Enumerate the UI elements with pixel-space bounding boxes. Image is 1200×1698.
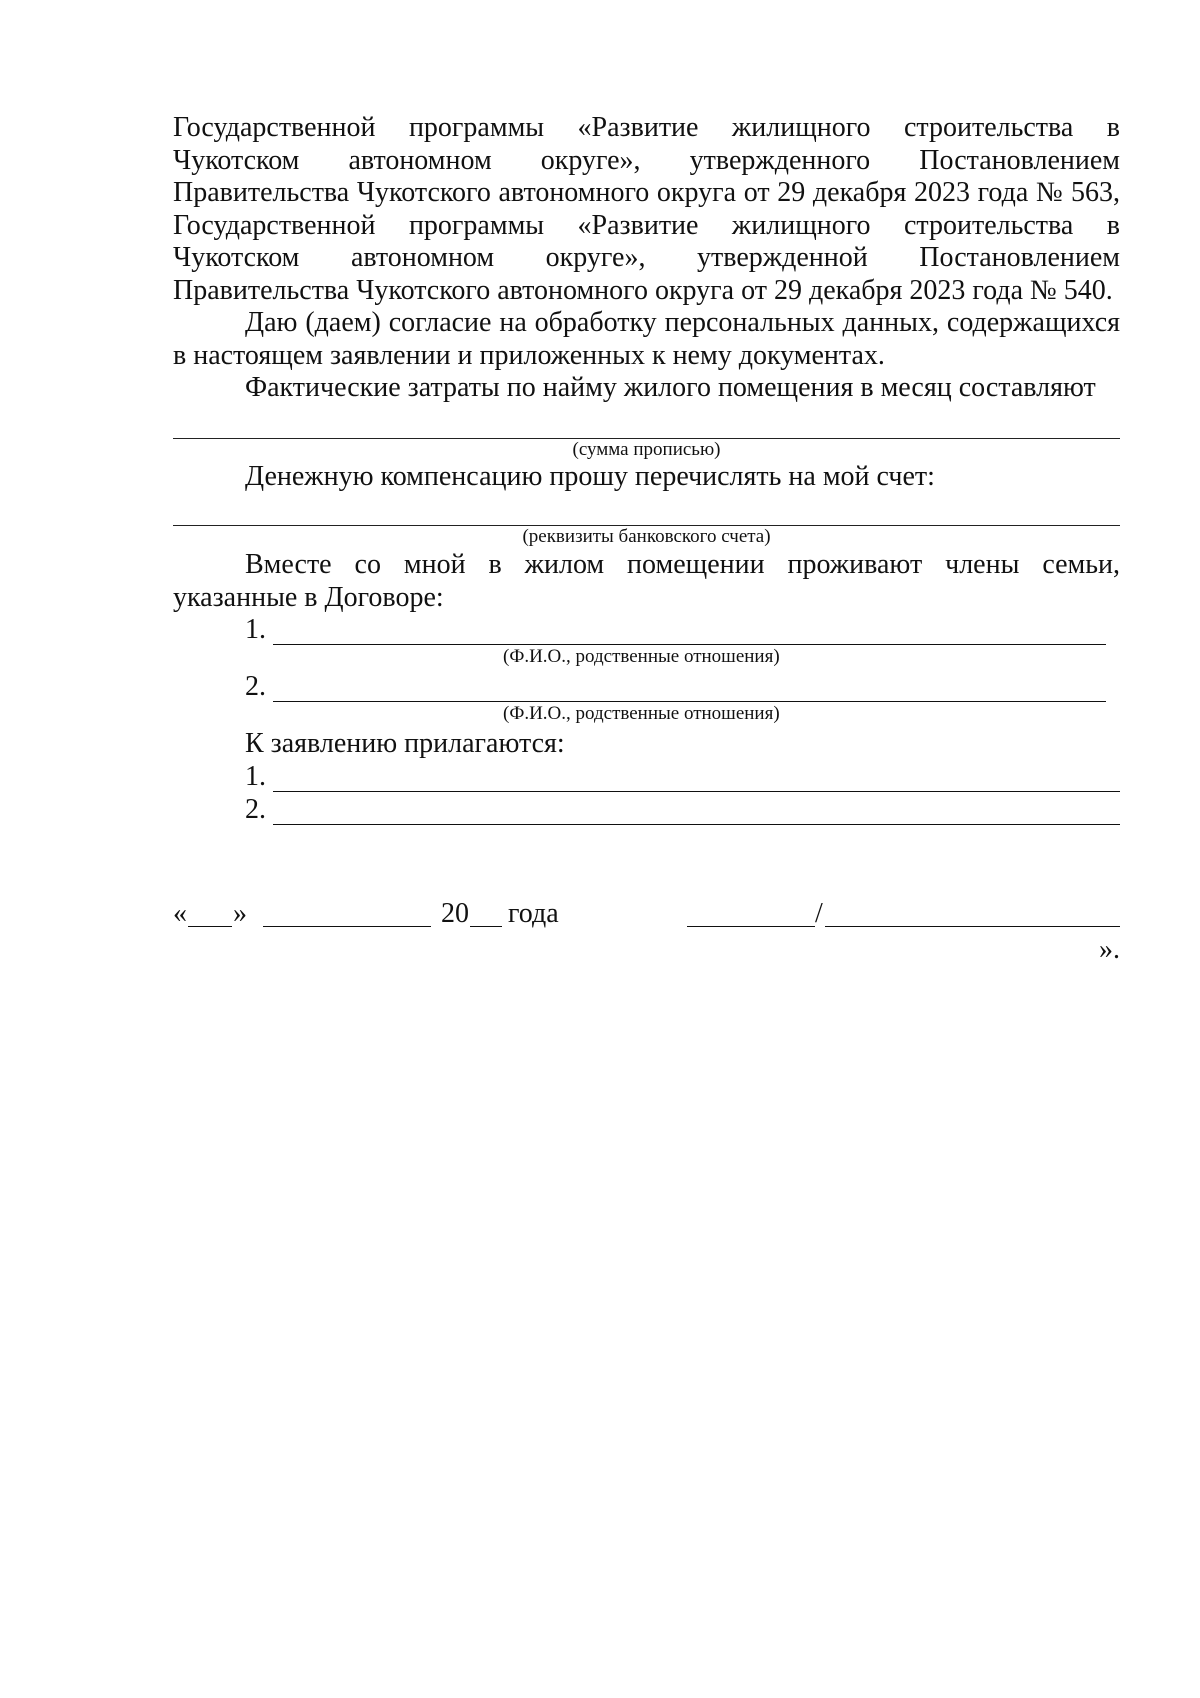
- signature-slash: /: [815, 898, 823, 929]
- year-blank[interactable]: [470, 926, 502, 927]
- date-close-quote: »: [233, 898, 247, 929]
- document-body: [173, 112, 1120, 827]
- signature-blank[interactable]: [687, 926, 815, 927]
- attachment-number: 2.: [245, 793, 266, 825]
- family-member-number: 1.: [245, 614, 266, 645]
- rent-cost-paragraph: Фактические затраты по найму жилого помещения в месяц составляют: [245, 372, 1096, 403]
- program-reference-paragraph: Государственной программы «Развитие жилищного строительства в Чукотском автономном округе», утвержденного Постановлением Правительства Чукотского автономного округа от 29 декабря 2023 года № 563, Государственной программы «Развитие жилищного строительства в Чукотском автономном округе», утвержденной Постановлением Правительства Чукотского автономного округа от 29 декабря 2023 года № 540.: [173, 112, 1120, 306]
- attachment-row: [173, 794, 1120, 827]
- signature-name-blank[interactable]: [825, 926, 1120, 927]
- attachments-heading: К заявлению прилагаются:: [245, 728, 565, 759]
- family-caption-1: (Ф.И.О., родственные отношения): [503, 646, 780, 667]
- consent-paragraph: Даю (даем) согласие на обработку персональных данных, содержащихся в настоящем заявлении и приложенных к нему документах.: [173, 307, 1120, 371]
- attachment-row: [173, 761, 1120, 794]
- family-member-2-field[interactable]: [273, 701, 1106, 702]
- family-member-1-field[interactable]: [273, 644, 1106, 645]
- day-blank[interactable]: [188, 926, 232, 927]
- attachment-2-field[interactable]: [273, 824, 1120, 825]
- attachment-number: 1.: [245, 760, 266, 792]
- date-open-quote: «: [173, 898, 187, 929]
- family-member-row: [173, 671, 1120, 704]
- year-word: года: [508, 898, 559, 929]
- bank-account-paragraph: Денежную компенсацию прошу перечислять на мой счет:: [245, 460, 935, 492]
- month-blank[interactable]: [263, 926, 431, 927]
- family-member-row: [173, 614, 1120, 647]
- amount-caption: (сумма прописью): [572, 438, 721, 460]
- year-prefix: 20: [441, 898, 469, 929]
- date-signature-row: [173, 898, 1120, 932]
- family-member-number: 2.: [245, 671, 266, 702]
- family-members-paragraph: Вместе со мной в жилом помещении проживают члены семьи, указанные в Договоре:: [173, 549, 1120, 613]
- bank-caption: (реквизиты банковского счета): [522, 526, 771, 547]
- attachment-1-field[interactable]: [273, 791, 1120, 792]
- closing-quote-mark: ».: [1099, 934, 1120, 965]
- family-caption-2: (Ф.И.О., родственные отношения): [503, 703, 780, 724]
